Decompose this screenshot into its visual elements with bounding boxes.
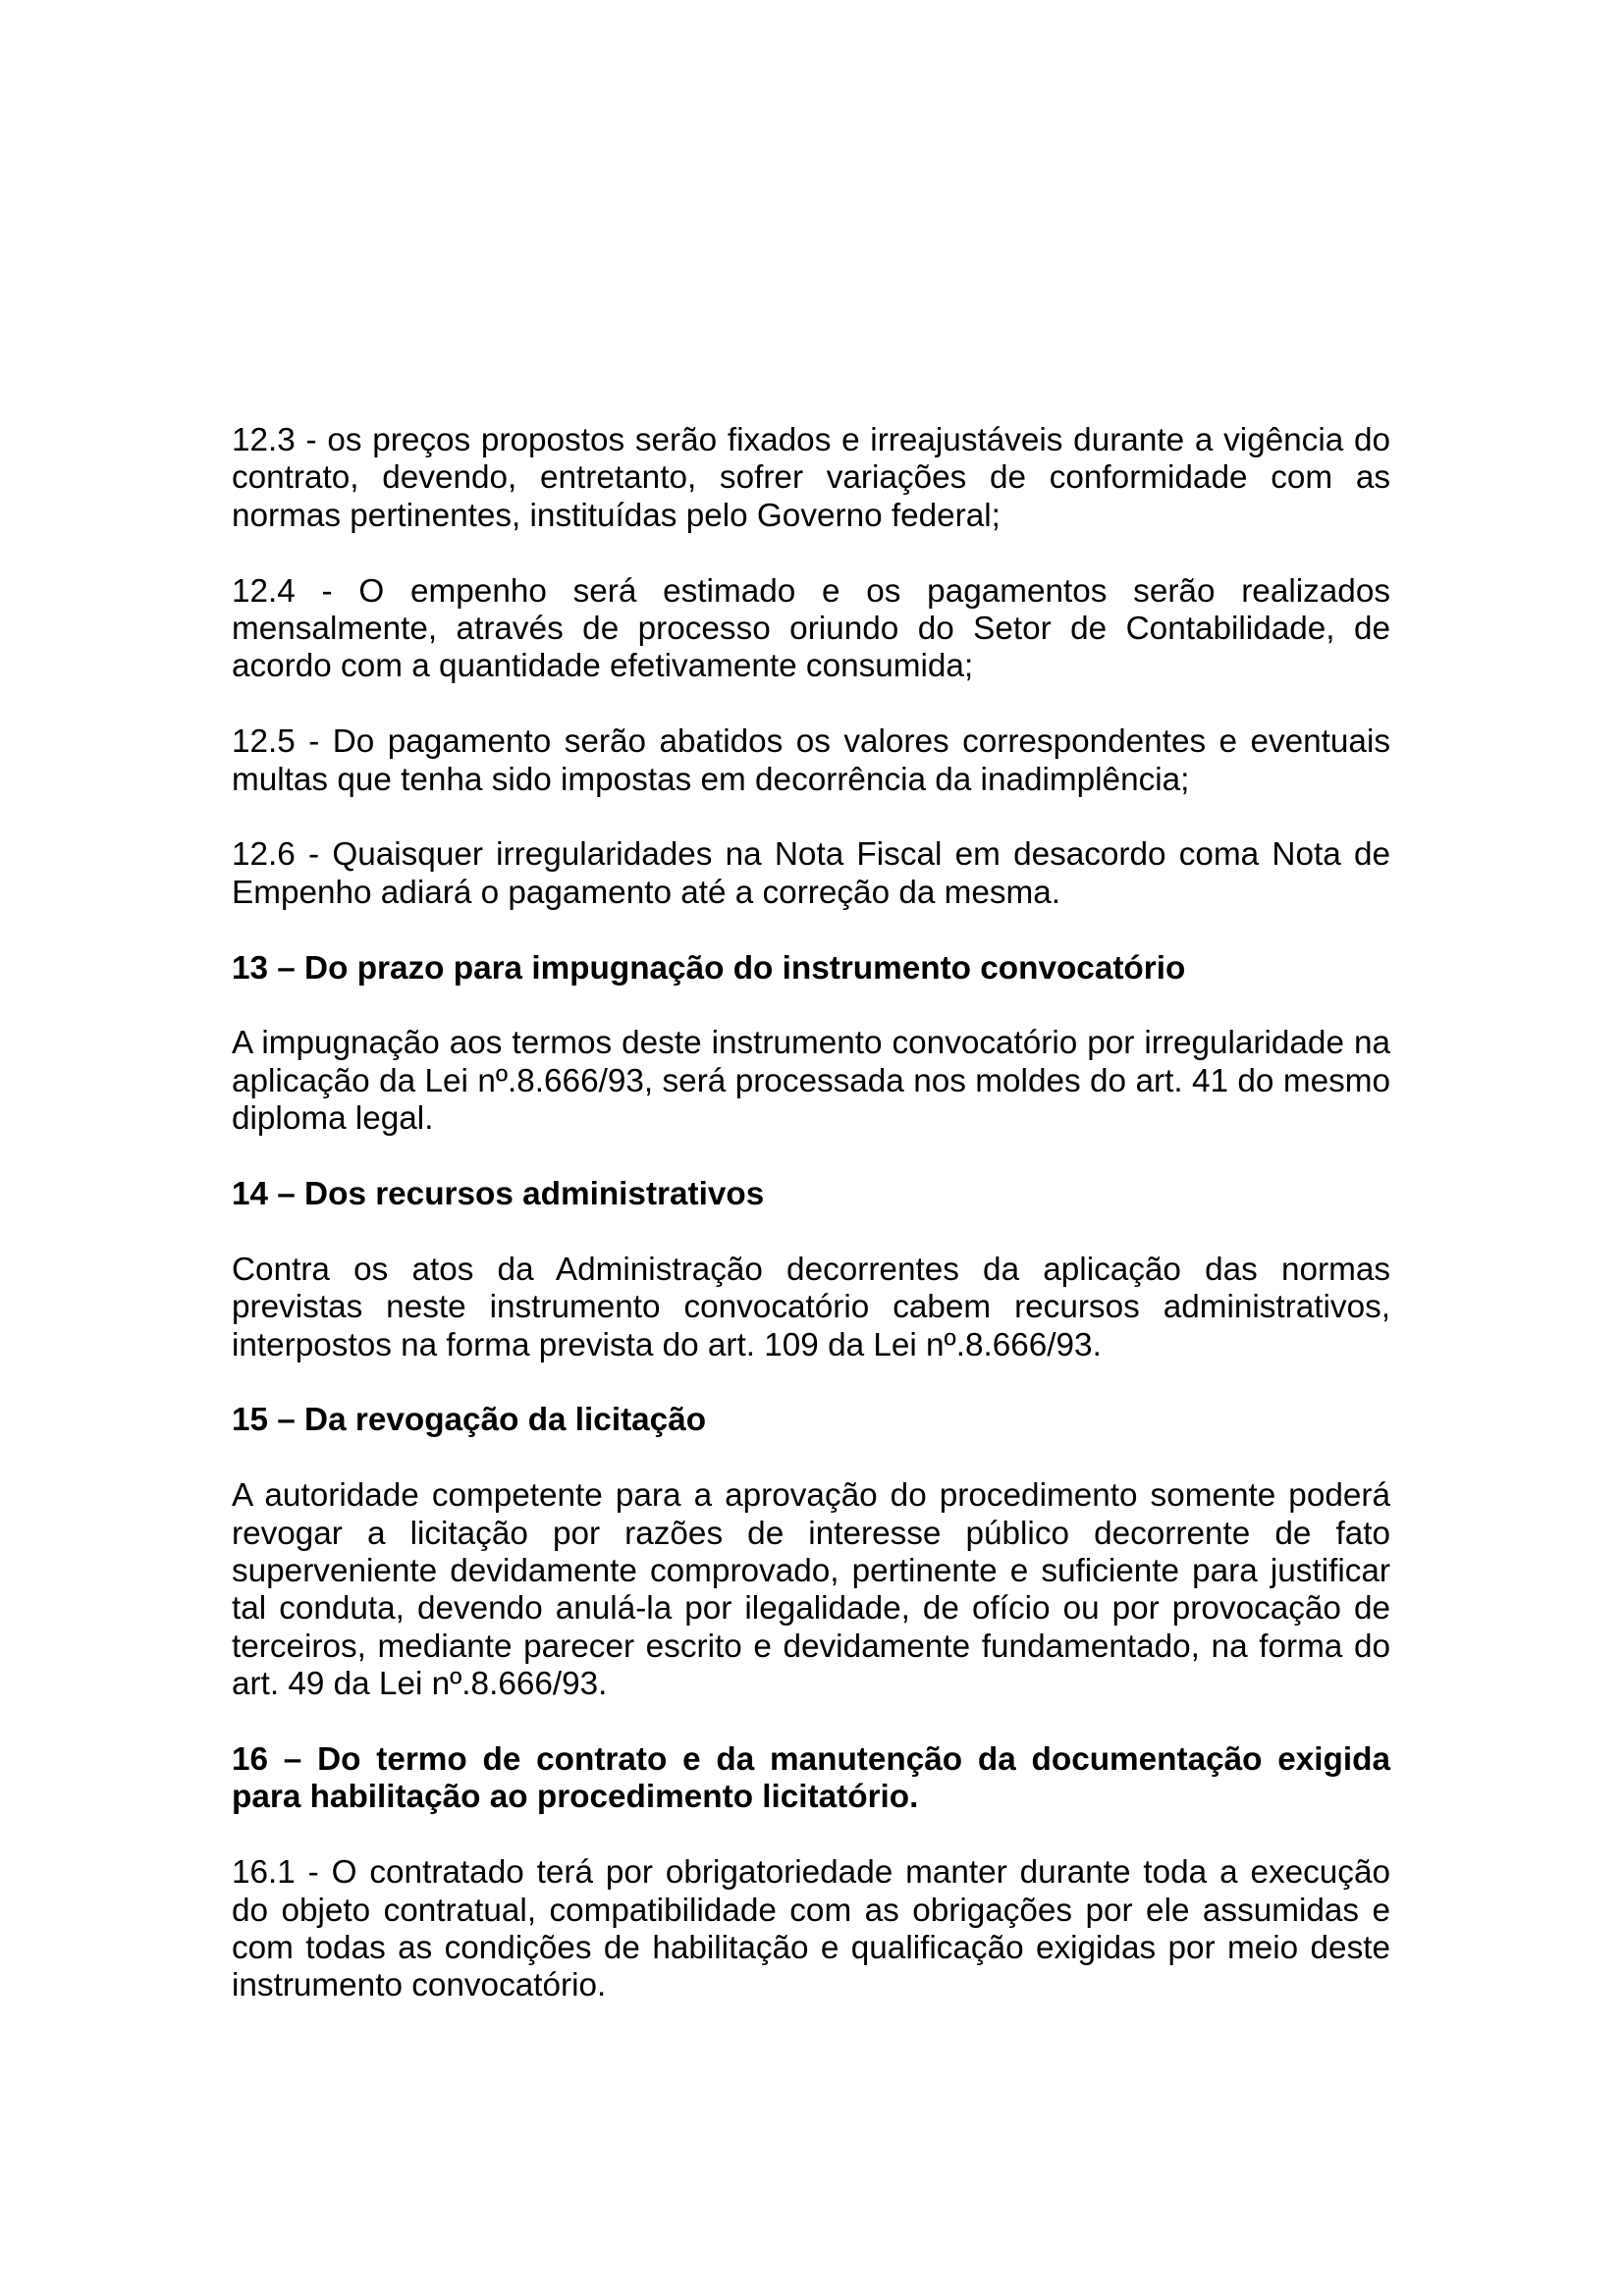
section-13-paragraph: A impugnação aos termos deste instrumento convocatório por irregularidade na aplicação da Lei nº.8.666/93, será processada nos moldes do art. 41 do mesmo diploma legal. — [232, 1025, 1390, 1138]
clause-12-3: 12.3 - os preços propostos serão fixados e irreajustáveis durante a vigência do contrato, devendo, entretanto, sofrer variações de conformidade com as normas pertinentes, instituídas pelo Governo federal; — [232, 422, 1390, 534]
clause-12-5: 12.5 - Do pagamento serão abatidos os valores correspondentes e eventuais multas que tenha sido impostas em decorrência da inadimplência; — [232, 723, 1390, 798]
section-14-paragraph: Contra os atos da Administração decorrentes da aplicação das normas previstas neste instrumento convocatório cabem recursos administrativos, interpostos na forma prevista do art. 109 da Lei nº.8.666/93. — [232, 1251, 1390, 1363]
section-15-paragraph: A autoridade competente para a aprovação do procedimento somente poderá revogar a licitação por razões de interesse público decorrente de fato superveniente devidamente comprovado, pertinente e suficiente para justificar tal conduta, devendo anulá-la por ilegalidade, de ofício ou por provocação de terceiros, mediante parecer escrito e devidamente fundamentado, na forma do art. 49 da Lei nº.8.666/93. — [232, 1477, 1390, 1703]
document-text-block — [232, 422, 1390, 2043]
clause-12-4: 12.4 - O empenho será estimado e os pagamentos serão realizados mensalmente, através de processo oriundo do Setor de Contabilidade, de acordo com a quantidade efetivamente consumida; — [232, 572, 1390, 685]
section-heading-15: 15 – Da revogação da licitação — [232, 1402, 707, 1439]
section-heading-13: 13 – Do prazo para impugnação do instrumento convocatório — [232, 949, 1186, 987]
clause-16-1: 16.1 - O contratado terá por obrigatoriedade manter durante toda a execução do objeto contratual, compatibilidade com as obrigações por ele assumidas e com todas as condições de habilitação e qualificação exigidas por meio deste instrumento convocatório. — [232, 1854, 1390, 2004]
section-heading-14: 14 – Dos recursos administrativos — [232, 1176, 765, 1213]
clause-12-6: 12.6 - Quaisquer irregularidades na Nota Fiscal em desacordo coma Nota de Empenho adiará o pagamento até a correção da mesma. — [232, 836, 1390, 911]
section-heading-16: 16 – Do termo de contrato e da manutenção da documentação exigida para habilitação ao procedimento licitatório. — [232, 1741, 1390, 1816]
